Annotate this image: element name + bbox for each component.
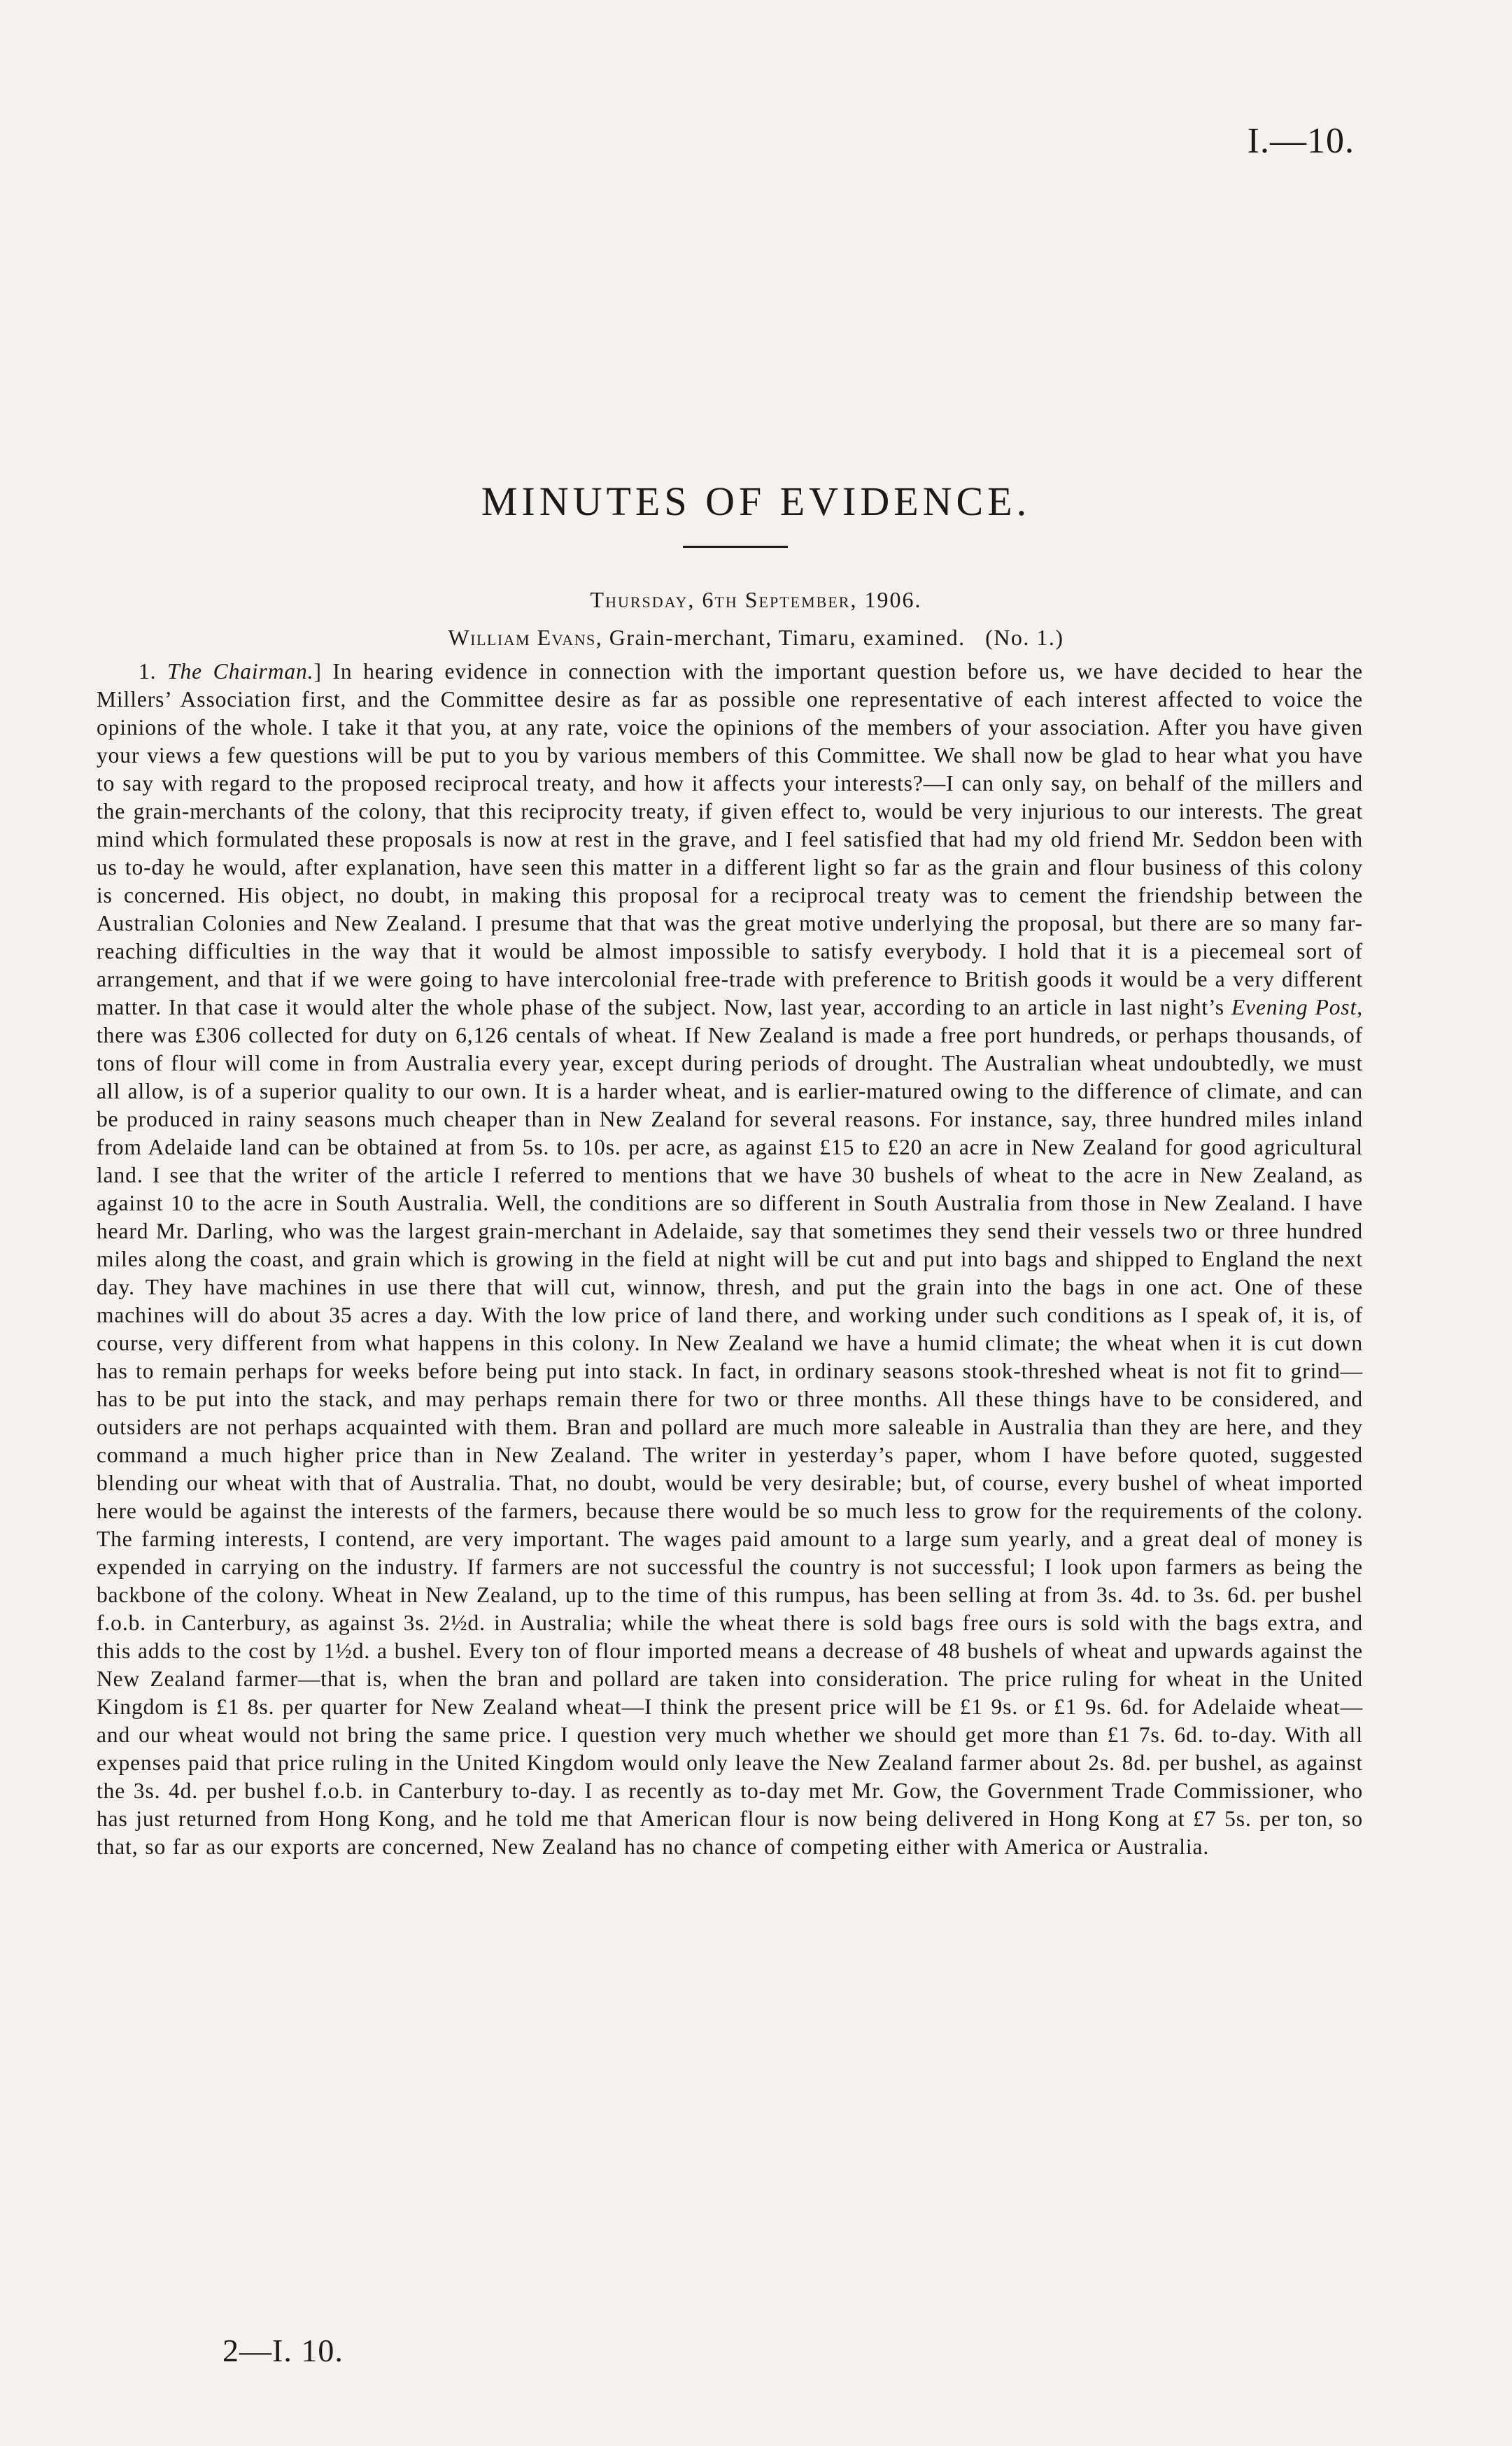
witness-name: William Evans [448,625,596,650]
witness-number: (No. 1.) [985,625,1064,650]
speaker-name: The Chairman. [167,659,314,684]
evidence-text-part-2: there was £306 collected for duty on 6,126 centals of wheat. If New Zealand is made a free port hundreds, or perhaps thousands, of tons of flour will come in from Australia every year, except during periods of drought. The Australian wheat undoubtedly, we must all allow, is of a superior quality to our own. It is a harder wheat, and is earlier-matured owing to the difference of climate, and can be produced in rainy seasons much cheaper than in New Zealand for several reasons. For instance, say, three hundred miles inland from Adelaide land can be obtained at from 5s. to 10s. per acre, as against £15 to £20 an acre in New Zealand for good agricultural land. I see that the writer of the article I referred to mentions that we have 30 bushels of wheat to the acre in New Zealand, as against 10 to the acre in South Australia. Well, the conditions are so different in South Australia from those in New Zealand. I have heard Mr. Darling, who was the largest grain-merchant in Adelaide, say that sometimes they send their vessels two or three hundred miles along the coast, and grain which is growing in the field at night will be cut and put into bags and shipped to England the next day. They have machines in use there that will cut, winnow, thresh, and put the grain into the bags in one act. One of these machines will do about 35 acres a day. With the low price of land there, and working under such conditions as I speak of, it is, of course, very different from what happens in this colony. In New Zealand we have a humid climate; the wheat when it is cut down has to remain perhaps for weeks before being put into stack. In fact, in ordinary seasons stook-threshed wheat is not fit to grind—has to be put into the stack, and may perhaps remain there for two or three months. All these things have to be considered, and outsiders are not perhaps acquainted with them. Bran and pollard are much more saleable in Australia than they are here, and they command a much higher price than in New Zealand. The writer in yesterday’s paper, whom I have before quoted, suggested blending our wheat with that of Australia. That, no doubt, would be very desirable; but, of course, every bushel of wheat imported here would be against the interests of the farmers, because there would be so much less to grow for the requirements of the colony. The farming interests, I contend, are very important. The wages paid amount to a large sum yearly, and a great deal of money is expended in carrying on the industry. If farmers are not successful the country is not successful; I look upon farmers as being the backbone of the colony. Wheat in New Zealand, up to the time of this rumpus, has been selling at from 3s. 4d. to 3s. 6d. per bushel f.o.b. in Canterbury, as against 3s. 2½d. in Australia; while the wheat there is sold bags free ours is sold with the bags extra, and this adds to the cost by 1½d. a bushel. Every ton of flour imported means a decrease of 48 bushels of wheat and upwards against the New Zealand farmer—that is, when the bran and pollard are taken into consideration. The price ruling for wheat in the United Kingdom is £1 8s. per quarter for New Zealand wheat—I think the present price will be £1 9s. or £1 9s. 6d. for Adelaide wheat—and our wheat would not bring the same price. I question very much whether we should get more than £1 7s. 6d. to-day. With all expenses paid that price ruling in the United Kingdom would only leave the New Zealand farmer about 2s. 8d. per bushel, as against the 3s. 4d. per bushel f.o.b. in Canterbury to-day. I as recently as to-day met Mr. Gow, the Government Trade Commissioner, who has just returned from Hong Kong, and he told me that American flour is now being delivered in Hong Kong at £7 5s. per ton, so that, so far as our exports are concerned, New Zealand has no chance of competing either with America or Australia. [97,1023,1363,1859]
title-divider [683,546,788,548]
witness-details: , Grain-merchant, Timaru, examined. [595,625,966,650]
page-reference: I.—10. [1247,121,1355,161]
publication-name: Evening Post, [1231,995,1363,1019]
witness-line [0,625,1512,651]
session-date: Thursday, 6th September, 1906. [590,587,922,612]
signature-mark: 2—I. 10. [222,2333,344,2368]
question-number: 1. [139,659,157,684]
evidence-paragraph [97,658,1363,2316]
evidence-text-part-1: ] In hearing evidence in connection with the important question before us, we have decided to hear the Millers’ Association first, and the Committee desire as far as possible one representative of each interest affected to voice the opinions of the whole. I take it that you, at any rate, voice the opinions of the members of your association. After you have given your views a few questions will be put to you by various members of this Committee. We shall now be glad to hear what you have to say with regard to the proposed reciprocal treaty, and how it affects your interests?—I can only say, on behalf of the millers and the grain-merchants of the colony, that this reciprocity treaty, if given effect to, would be very injurious to our interests. The great mind which formulated these proposals is now at rest in the grave, and I feel satisfied that had my old friend Mr. Seddon been with us to-day he would, after explanation, have seen this matter in a different light so far as the grain and flour business of this colony is concerned. His object, no doubt, in making this proposal for a reciprocal treaty was to cement the friendship between the Australian Colonies and New Zealand. I presume that that was the great motive underlying the proposal, but there are so many far-reaching difficulties in the way that it would be almost impossible to satisfy everybody. I hold that it is a piecemeal sort of arrangement, and that if we were going to have intercolonial free-trade with preference to British goods it would be a very different matter. In that case it would alter the whole phase of the subject. Now, last year, according to an article in last night’s [97,659,1364,1019]
page-title: MINUTES OF EVIDENCE. [481,478,1031,524]
